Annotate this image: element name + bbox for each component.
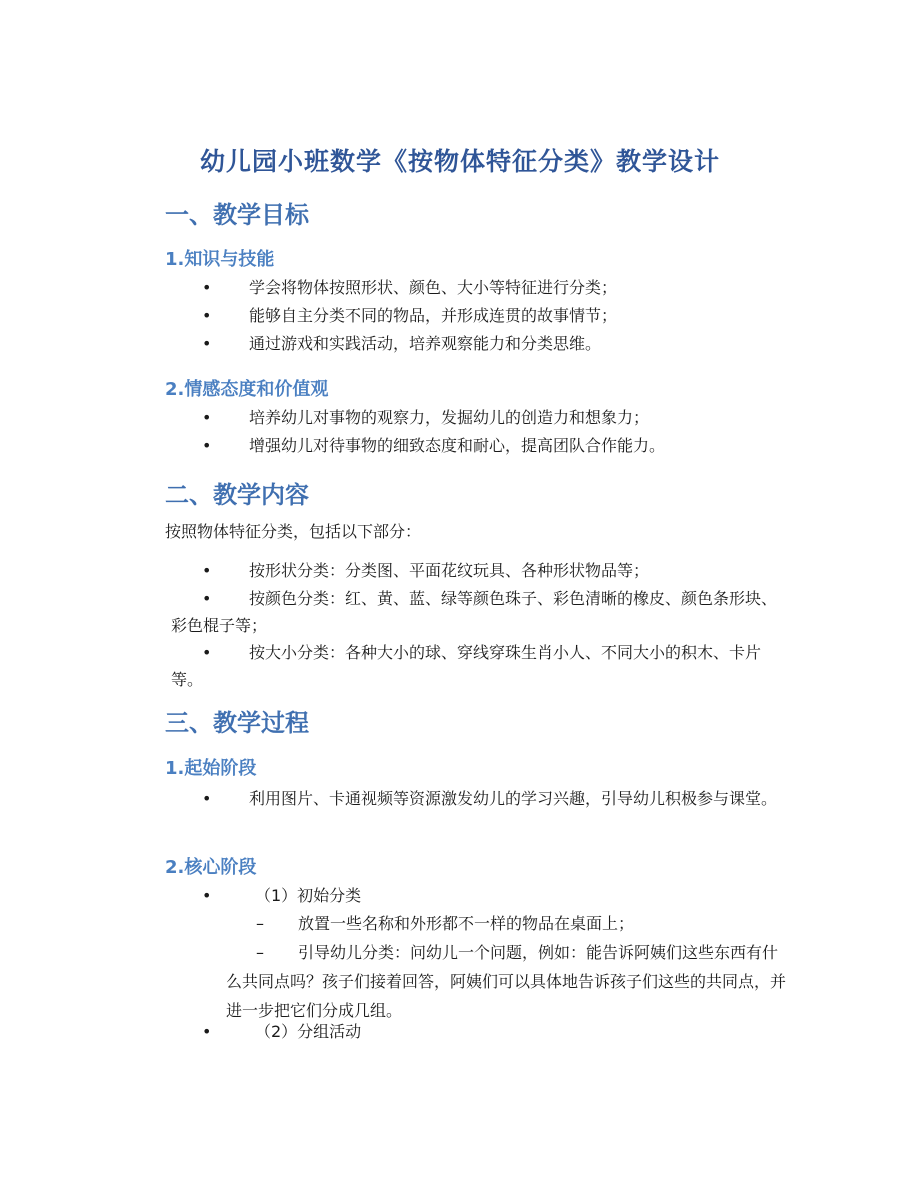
- bullet-icon: •: [202, 408, 212, 427]
- step-label: （2）分组活动: [255, 1022, 362, 1041]
- step-label: （1）初始分类: [255, 886, 362, 905]
- list-item-text: 培养幼儿对事物的观察力，发掘幼儿的创造力和想象力；: [249, 408, 650, 427]
- list-item-text: 通过游戏和实践活动，培养观察能力和分类思维。: [249, 334, 602, 353]
- list-item: [165, 302, 790, 329]
- subsection-heading-opening: 1.起始阶段: [165, 758, 257, 779]
- list-item: [165, 432, 790, 459]
- document-title: 幼儿园小班数学《按物体特征分类》教学设计: [199, 147, 720, 176]
- subsection-heading-knowledge: 1.知识与技能: [165, 249, 275, 270]
- bullet-icon: •: [202, 643, 212, 662]
- list-item-text: 按大小分类：各种大小的球、穿线穿珠生肖小人、不同大小的积木、卡片等。: [171, 643, 762, 689]
- sub-list-item: [226, 938, 790, 1025]
- bullet-icon: •: [202, 886, 212, 905]
- list-item-text: 按形状分类：分类图、平面花纹玩具、各种形状物品等；: [249, 561, 650, 580]
- bullet-icon: •: [202, 589, 212, 608]
- bullet-icon: •: [202, 789, 212, 808]
- list-item: [165, 274, 790, 301]
- section-intro: 按照物体特征分类，包括以下部分：: [165, 522, 422, 541]
- bullet-icon: •: [202, 278, 212, 297]
- sub-list-item-text: 放置一些名称和外形都不一样的物品在桌面上；: [298, 914, 635, 933]
- list-item: [165, 585, 790, 639]
- sub-list-item: [226, 909, 790, 938]
- list-item-text: 能够自主分类不同的物品，并形成连贯的故事情节；: [249, 306, 618, 325]
- list-item: [165, 785, 790, 812]
- section-heading-process: 三、教学过程: [165, 709, 309, 737]
- list-item-text: 利用图片、卡通视频等资源激发幼儿的学习兴趣，引导幼儿积极参与课堂。: [249, 789, 778, 808]
- dash-icon: –: [256, 943, 264, 962]
- bullet-icon: •: [202, 1022, 212, 1041]
- list-item: [165, 639, 790, 693]
- section-heading-objectives: 一、教学目标: [165, 201, 309, 229]
- list-item-text: 学会将物体按照形状、颜色、大小等特征进行分类；: [249, 278, 618, 297]
- list-item: [200, 882, 790, 909]
- bullet-icon: •: [202, 306, 212, 325]
- subsection-heading-core: 2.核心阶段: [165, 857, 257, 878]
- list-item: [165, 557, 790, 584]
- list-item: [165, 404, 790, 431]
- list-item-text: 按颜色分类：红、黄、蓝、绿等颜色珠子、彩色清晰的橡皮、颜色条形块、彩色棍子等；: [171, 589, 778, 635]
- sub-list-item-text: 引导幼儿分类：问幼儿一个问题，例如：能告诉阿姨们这些东西有什么共同点吗？孩子们接着回答，阿姨们可以具体地告诉孩子们这些的共同点，并进一步把它们分成几组。: [226, 943, 787, 1020]
- list-item: [200, 1018, 790, 1045]
- bullet-icon: •: [202, 436, 212, 455]
- dash-icon: –: [256, 914, 264, 933]
- list-item: [165, 330, 790, 357]
- bullet-icon: •: [202, 561, 212, 580]
- list-item-text: 增强幼儿对待事物的细致态度和耐心，提高团队合作能力。: [249, 436, 666, 455]
- subsection-heading-attitude: 2.情感态度和价值观: [165, 379, 329, 400]
- section-heading-content: 二、教学内容: [165, 481, 309, 509]
- bullet-icon: •: [202, 334, 212, 353]
